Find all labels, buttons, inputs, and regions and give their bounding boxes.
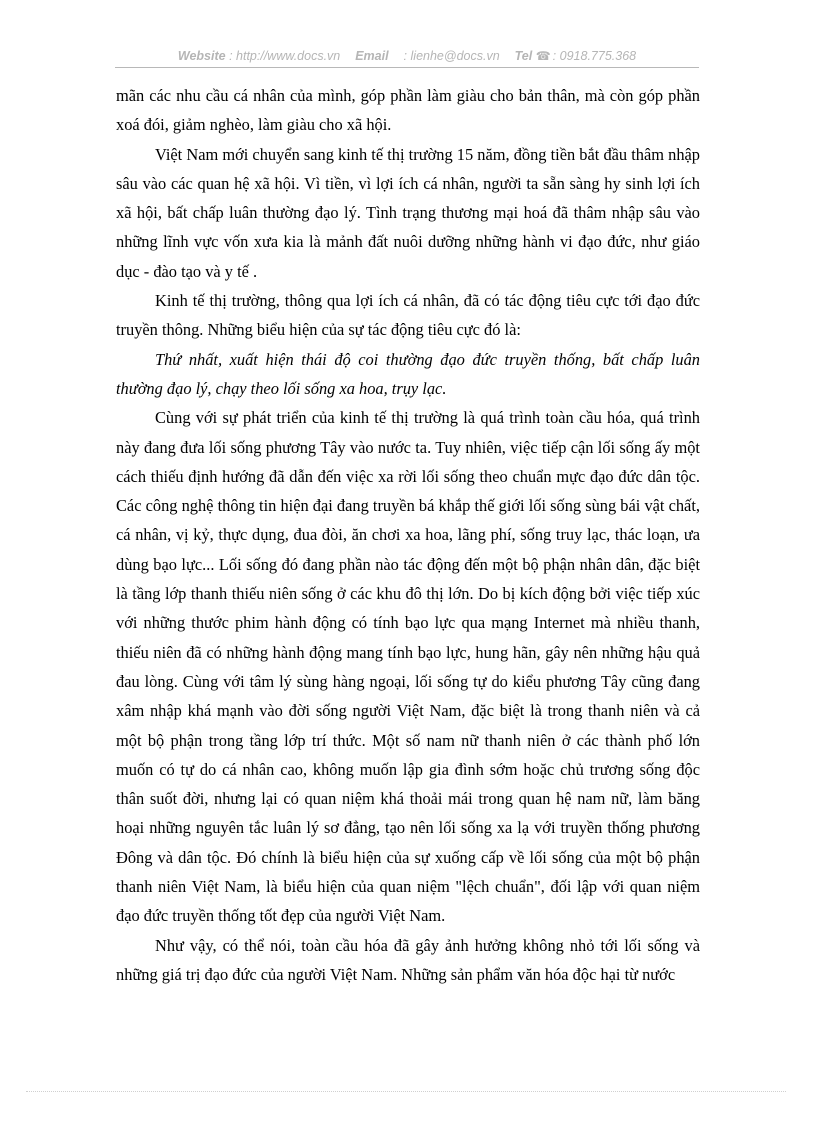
paragraph-6: Như vậy, có thể nói, toàn cầu hóa đã gây ảnh hưởng không nhỏ tới lối sống và những giá trị đạo đức của người Việt Nam. Những sản phẩm văn hóa độc hại từ nước [116, 935, 700, 984]
footer-divider [26, 1091, 786, 1092]
website-url: http://www.docs.vn [236, 49, 341, 63]
phone-icon: ☎ [535, 49, 551, 63]
document-body [116, 81, 700, 989]
website-separator: : [229, 49, 233, 63]
tel-label: Tel [514, 49, 533, 63]
paragraph-1: mãn các nhu cầu cá nhân của mình, góp phần làm giàu cho bản thân, mà còn góp phần xoá đói, giảm nghèo, làm giàu cho xã hội. [116, 86, 700, 135]
paragraph-2: Việt Nam mới chuyển sang kinh tế thị trường 15 năm, đồng tiền bắt đầu thâm nhập sâu vào các quan hệ xã hội. Vì tiền, vì lợi ích cá nhân, người ta sẵn sàng hy sinh lợi ích xã hội, bất chấp luân thường đạo lý. Tình trạng thương mại hoá đã thâm nhập sâu vào những lĩnh vực vốn xưa kia là mảnh đất nuôi dưỡng những hành vi đạo đức, như giáo dục - đào tạo và y tế . [116, 144, 700, 281]
website-label: Website [177, 49, 226, 63]
email-value: lienhe@docs.vn [410, 49, 500, 63]
email-label: Email [355, 49, 389, 63]
page-header [115, 47, 699, 68]
tel-value: 0918.775.368 [559, 49, 637, 63]
email-separator: : [403, 49, 408, 63]
paragraph-5: Cùng với sự phát triển của kinh tế thị trường là quá trình toàn cầu hóa, quá trình này đang đưa lối sống phương Tây vào nước ta. Tuy nhiên, việc tiếp cận lối sống ấy một cách thiếu định hướng đã dẫn đến việc xa rời lối sống theo chuẩn mực đạo đức dân tộc. Các công nghệ thông tin hiện đại đang truyền bá khắp thế giới lối sống sùng bái vật chất, cá nhân, vị kỷ, thực dụng, đua đòi, ăn chơi xa hoa, lãng phí, sống truy lạc, thác loạn, ưa dùng bạo lực... Lối sống đó đang phần nào tác động đến một bộ phận nhân dân, đặc biệt là tầng lớp thanh thiếu niên sống ở các khu đô thị lớn. Do bị kích động bởi việc tiếp xúc với những thước phim hành động có tính bạo lực qua mạng Internet mà nhiều thanh, thiếu niên đã có những hành động mang tính bạo lực, hung hãn, gây nên những hậu quả đau lòng. Cùng với tâm lý sùng hàng ngoại, lối sống tự do kiểu phương Tây cũng đang xâm nhập khá mạnh vào đời sống người Việt Nam, đặc biệt là trong thanh niên và cả một bộ phận trong tầng lớp trí thức. Một số nam nữ thanh niên ở các thành phố lớn muốn có tự do cá nhân cao, không muốn lập gia đình sớm hoặc chủ trương sống độc thân suốt đời, nhưng lại có quan niệm khá thoải mái trong quan hệ nam nữ, làm băng hoại những nguyên tắc luân lý sơ đẳng, tạo nên lối sống xa lạ với truyền thống phương Đông và dân tộc. Đó chính là biểu hiện của sự xuống cấp về lối sống của một bộ phận thanh niên Việt Nam, là biểu hiện của quan niệm "lệch chuẩn", đối lập với quan niệm đạo đức truyền thống tốt đẹp của người Việt Nam. [116, 408, 700, 926]
tel-separator: : [552, 49, 557, 63]
paragraph-4-italic: Thứ nhất, xuất hiện thái độ coi thường đạo đức truyền thống, bất chấp luân thường đạo lý, chạy theo lối sống xa hoa, trụy lạc. [116, 349, 700, 398]
paragraph-3: Kinh tế thị trường, thông qua lợi ích cá nhân, đã có tác động tiêu cực tới đạo đức truyền thông. Những biểu hiện của sự tác động tiêu cực đó là: [116, 291, 700, 340]
